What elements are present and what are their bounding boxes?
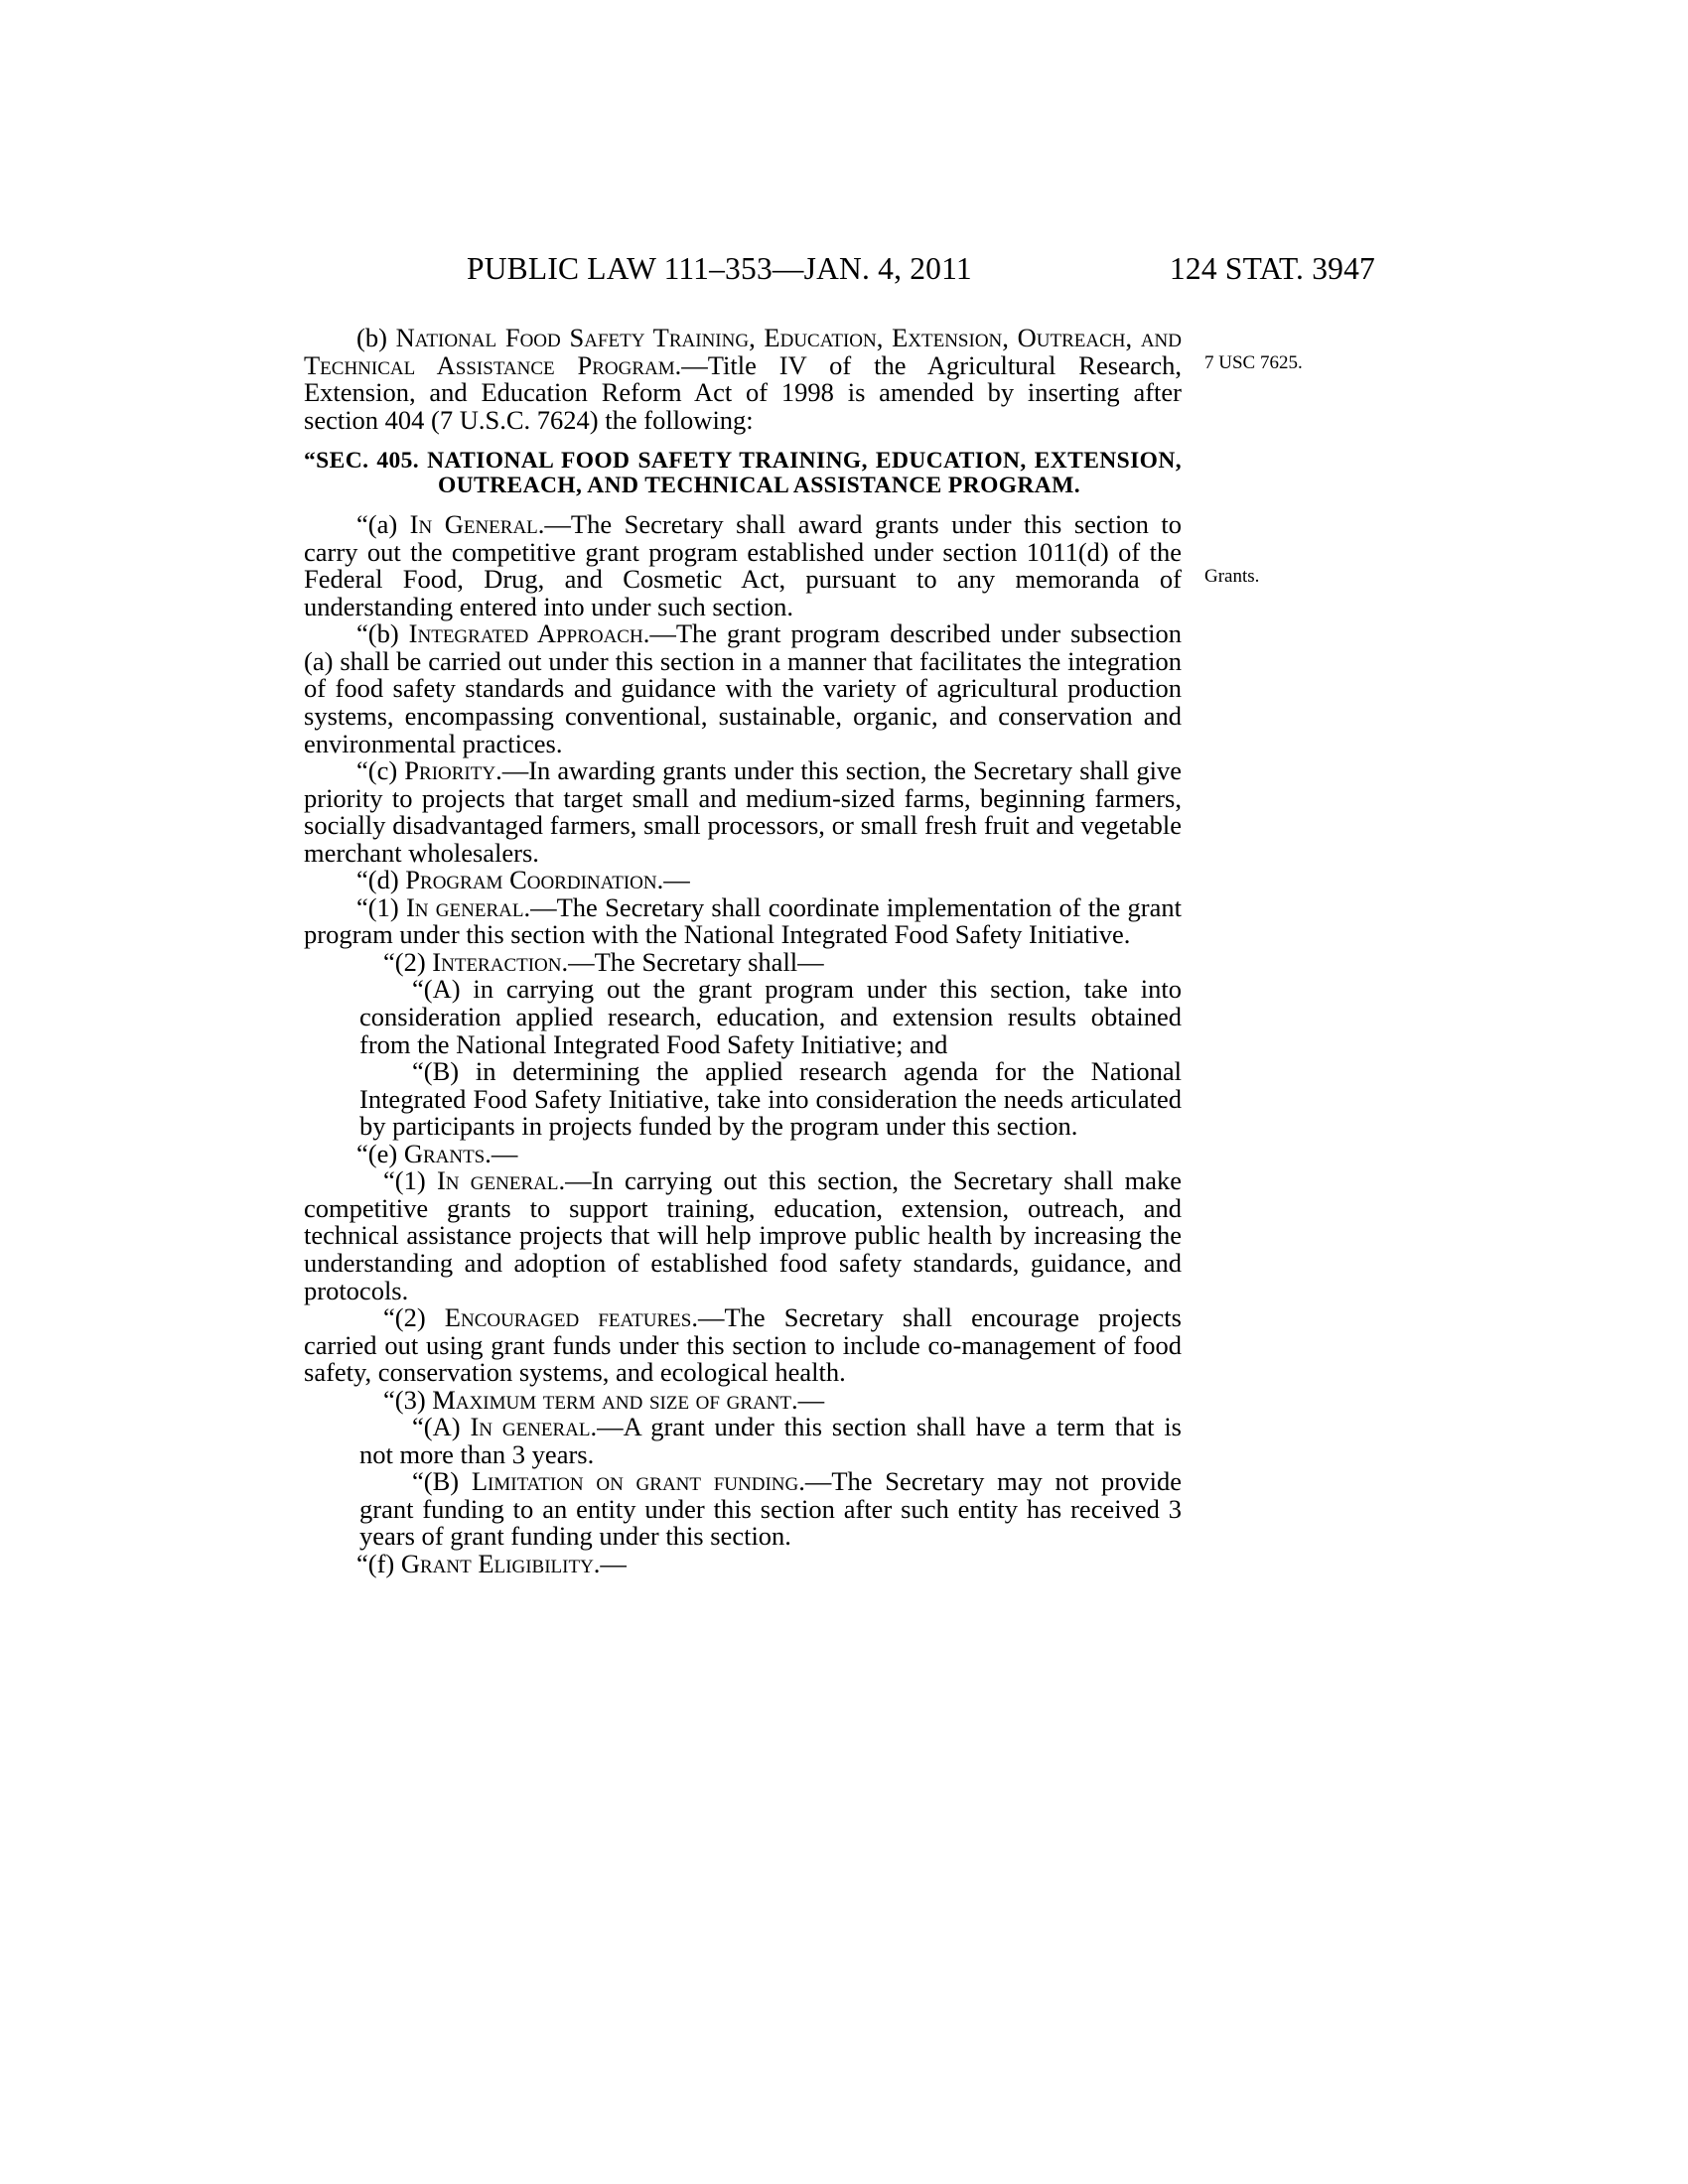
paragraph-e3: “(3) Maximum term and size of grant.— — [383, 1384, 825, 1415]
public-law-citation: PUBLIC LAW 111–353—JAN. 4, 2011 — [467, 251, 972, 286]
paragraph-intro: (b) National Food Safety Training, Education, Extension, Outreach, and Technical Assistance Program.—Title IV of the Agricultural Research, Extension, and Education Reform Act of 1998 is amended by inserting after section 404 (7 U.S.C. 7624) the following: — [304, 323, 1183, 435]
page-header — [467, 248, 1375, 290]
subsection-e-heading: Grants. — [403, 1138, 492, 1168]
subsection-b-heading: Integrated Approach. — [408, 618, 650, 649]
subsection-b: “(b) Integrated Approach.—The grant program described under subsection (a) shall be carried out under this section in a manner that facilitates the integration of food safety standards and guidance with the variety of agricultural production systems, encompassing conventional, sustainable, organic, and conservation and environmental practices. — [304, 618, 1182, 758]
stat-page-number: 124 STAT. 3947 — [1169, 251, 1375, 286]
subparagraph-d2B: “(B) in determining the applied research agenda for the National Integrated Food Safety Initiative, take into consideration the needs articulated by participants in projects funded by the program under this section. — [359, 1056, 1182, 1142]
section-heading: “SEC. 405. NATIONAL FOOD SAFETY TRAINING, EDUCATION, EXTENSION, OUTREACH, AND TECHNICAL ASSISTANCE PROGRAM. — [304, 448, 1182, 499]
subsection-c: “(c) Priority.—In awarding grants under this section, the Secretary shall give priority to projects that target small and medium-sized farms, beginning farmers, socially disadvantaged farmers, small processors, or small fresh fruit and vegetable merchant wholesalers. — [304, 755, 1182, 868]
subparagraph-e3B: “(B) Limitation on grant funding.—The Secretary may not provide grant funding to an entity under this section after such entity has received 3 years of grant funding under this section. — [359, 1466, 1182, 1552]
subsection-a: “(a) In General.—The Secretary shall award grants under this section to carry out the competitive grant program established under section 1011(d) of the Federal Food, Drug, and Cosmetic Act, pursuant to any memoranda of understanding entered into under such section. — [304, 509, 1182, 621]
intro-heading: National Food Safety Training, Education, Extension, Outreach, and Technical Assistance Program. — [304, 323, 1182, 380]
paragraph-e2: “(2) Encouraged features.—The Secretary shall encourage projects carried out using grant funds under this section to include co-management of food safety, conservation systems, and ecological health. — [304, 1302, 1182, 1388]
subparagraph-e3A: “(A) In general.—A grant under this section shall have a term that is not more than 3 years. — [359, 1412, 1182, 1469]
paragraph-e1: “(1) In general.—In carrying out this section, the Secretary shall make competitive grants to support training, education, extension, outreach, and technical assistance projects that will help improve public health by increasing the understanding and adoption of established food safety standards, guidance, and protocols. — [304, 1165, 1183, 1305]
subsection-f-heading: Grant Eligibility. — [400, 1548, 601, 1578]
subsection-c-heading: Priority. — [404, 755, 502, 786]
usc-margin-note: 7 USC 7625. — [1204, 352, 1303, 373]
subparagraph-d2A: “(A) in carrying out the grant program under this section, take into consideration applied research, education, and extension results obtained from the National Integrated Food Safety Initiative; and — [359, 974, 1182, 1059]
subsection-f: “(f) Grant Eligibility.— — [356, 1548, 627, 1578]
document-body — [304, 325, 1182, 1578]
paragraph-d1: “(1) In general.—The Secretary shall coordinate implementation of the grant program under this section with the National Integrated Food Safety Initiative. — [304, 891, 1183, 950]
subsection-e: “(e) Grants.— — [356, 1138, 518, 1168]
paragraph-d2: “(2) Interaction.—The Secretary shall— — [383, 946, 824, 977]
grants-margin-note: Grants. — [1204, 566, 1260, 587]
subsection-a-heading: In General. — [409, 509, 545, 540]
subsection-d-heading: Program Coordination. — [405, 865, 664, 895]
subsection-d: “(d) Program Coordination.— — [356, 865, 690, 895]
